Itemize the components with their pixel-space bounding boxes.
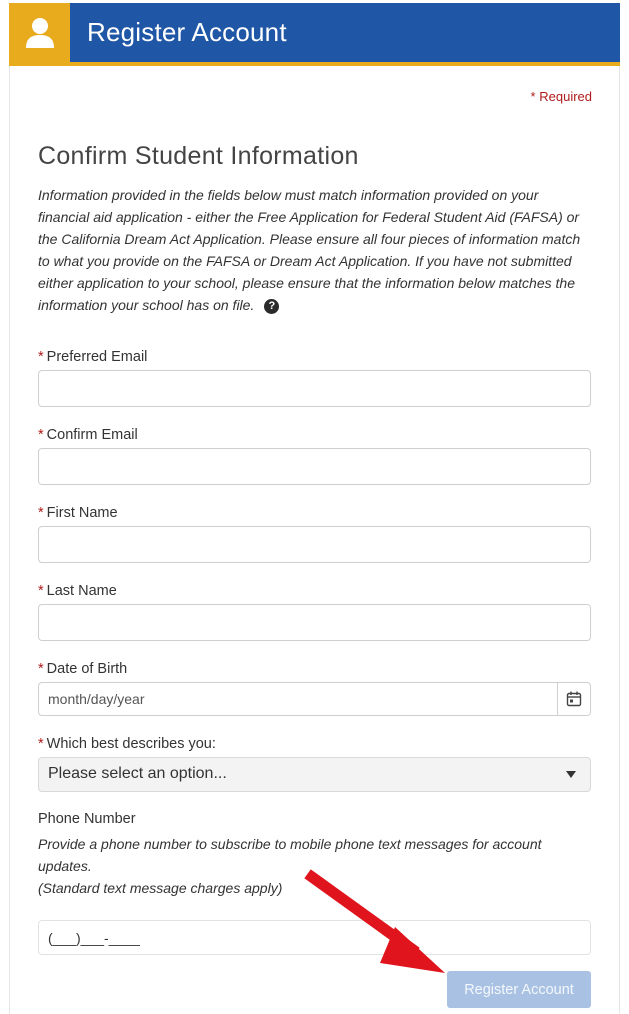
date-of-birth-label	[38, 661, 127, 677]
required-asterisk: *	[38, 583, 44, 599]
chevron-down-icon	[566, 771, 576, 778]
date-of-birth-placeholder: month/day/year	[48, 691, 145, 707]
last-name-label	[38, 583, 117, 599]
preferred-email-label	[38, 349, 147, 365]
required-asterisk: *	[38, 661, 44, 677]
last-name-label-text: Last Name	[46, 583, 117, 599]
phone-charges-note: (Standard text message charges apply)	[38, 880, 283, 896]
describes-you-selected: Please select an option...	[48, 765, 227, 782]
phone-help-text	[38, 833, 558, 899]
calendar-icon	[566, 691, 582, 707]
date-of-birth-label-text: Date of Birth	[46, 661, 128, 677]
intro-text	[38, 184, 593, 316]
confirm-email-input[interactable]	[38, 448, 591, 485]
page-header	[9, 3, 620, 66]
help-icon[interactable]: ?	[264, 299, 279, 314]
required-asterisk: *	[38, 427, 44, 443]
first-name-input[interactable]	[38, 526, 591, 563]
confirm-email-label-text: Confirm Email	[46, 427, 138, 443]
calendar-button[interactable]	[557, 683, 590, 715]
avatar	[9, 3, 70, 62]
user-icon	[25, 17, 55, 49]
required-asterisk: *	[38, 736, 44, 752]
required-asterisk: *	[38, 349, 44, 365]
register-account-button[interactable]: Register Account	[447, 971, 591, 1008]
phone-number-label: Phone Number	[38, 811, 136, 827]
required-asterisk: *	[38, 505, 44, 521]
phone-help-line: Provide a phone number to subscribe to mobile phone text messages for account updates.	[38, 836, 542, 874]
date-of-birth-input[interactable]	[38, 682, 591, 716]
preferred-email-input[interactable]	[38, 370, 591, 407]
confirm-email-label	[38, 427, 138, 443]
describes-you-label-text: Which best describes you:	[46, 736, 216, 752]
describes-you-label	[38, 736, 216, 752]
required-text: Required	[539, 89, 592, 104]
required-note	[531, 89, 592, 104]
red-arrow-icon	[300, 865, 450, 980]
phone-mask: (___)___-____	[48, 930, 140, 946]
describes-you-select[interactable]	[38, 757, 591, 792]
preferred-email-label-text: Preferred Email	[46, 349, 148, 365]
last-name-input[interactable]	[38, 604, 591, 641]
required-asterisk: *	[530, 89, 536, 104]
first-name-label	[38, 505, 118, 521]
page-title: Register Account	[87, 17, 287, 47]
first-name-label-text: First Name	[46, 505, 118, 521]
intro-body: Information provided in the fields below must match information provided on your financial aid application - either the Free Application for Federal Student Aid (FAFSA) or the California Dream Act Application. Please ensure all four pieces of information match to what you provide on the FAFSA or Dream Act Application. If you have not submitted either application to your school, please ensure that the information below matches the information your school has on file.	[38, 187, 581, 313]
section-title: Confirm Student Information	[38, 142, 359, 170]
